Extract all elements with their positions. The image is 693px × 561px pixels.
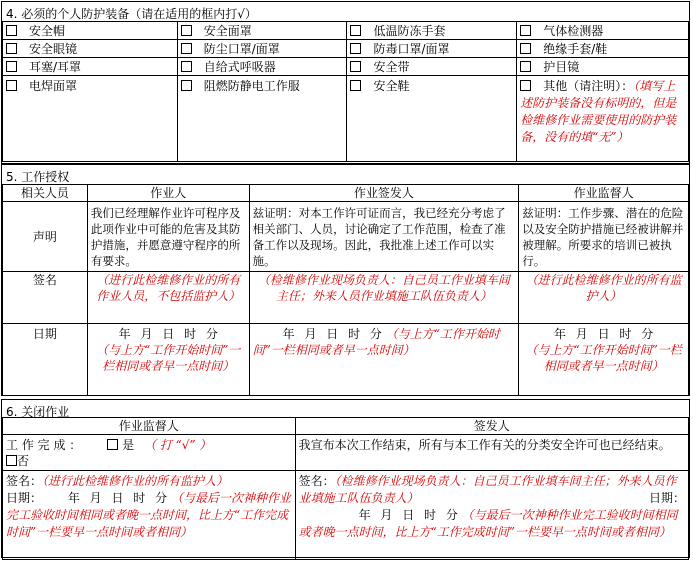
checkbox-icon[interactable] (350, 80, 361, 91)
close-table (2, 417, 689, 560)
no-label: 否 (17, 454, 30, 468)
worker-sign-note[interactable]: （进行此检维修作业的所有作业人员，不包括监护人） (87, 272, 249, 324)
ppe-label: 其他（请注明）： (543, 79, 634, 93)
checkbox-icon[interactable] (181, 61, 192, 72)
supervisor-date-cell[interactable] (519, 324, 689, 396)
checkbox-icon[interactable] (520, 80, 531, 91)
check-note: （ 打 “√” ） (143, 438, 212, 452)
authorization-header-row (3, 185, 689, 202)
close-date-label: 日期： (6, 491, 43, 505)
checkbox-icon[interactable] (520, 43, 531, 54)
sign-row (3, 272, 689, 324)
section-authorization (1, 164, 690, 396)
col-header-worker: 作业人 (87, 185, 249, 202)
worker-statement: 我们已经理解作业许可程序及此项作业中可能的危害及其防护措施，并愿意遵守程序的所有要求。 (87, 202, 249, 272)
ppe-label: 绝缘手套/鞋 (543, 41, 608, 56)
ppe-cell[interactable] (347, 58, 517, 76)
sign-label: 签名 (3, 272, 88, 324)
ppe-cell[interactable] (347, 76, 517, 162)
ppe-cell[interactable] (517, 22, 689, 40)
issuer-sign-note[interactable]: （检维修作业现场负责人：自己员工作业填车间主任；外来人员作业填施工队伍负责人） (249, 272, 519, 324)
issuer-date-cell[interactable] (249, 324, 519, 396)
ppe-cell[interactable] (3, 40, 178, 58)
yes-checkbox-icon[interactable] (107, 439, 118, 450)
checkbox-icon[interactable] (6, 61, 17, 72)
supervisor-date-note: （与上方“工作开始时间”一栏相同或者早一点时间） (525, 343, 682, 373)
checkbox-icon[interactable] (181, 43, 192, 54)
authorization-table (2, 184, 689, 396)
statement-label: 声明 (3, 202, 88, 272)
close-sign-row (3, 471, 689, 560)
checkbox-icon[interactable] (181, 25, 192, 36)
ppe-row (3, 58, 689, 76)
ppe-cell[interactable] (3, 58, 178, 76)
ppe-label: 阻燃防静电工作服 (203, 79, 300, 93)
issuer-date-note: （与上方“工作开始时间”一栏相同或者早一点时间） (252, 327, 500, 357)
checkbox-icon[interactable] (350, 61, 361, 72)
close-date-fields: 年 月 日 时 分 (67, 491, 168, 505)
ppe-label: 防毒口罩/面罩 (373, 41, 450, 56)
ppe-label: 防尘口罩/面罩 (203, 41, 280, 56)
ppe-label: 电焊面罩 (29, 79, 78, 93)
ppe-cell[interactable] (347, 22, 517, 40)
checkbox-icon[interactable] (520, 61, 531, 72)
ppe-cell[interactable] (517, 58, 689, 76)
section-close-work (1, 399, 690, 558)
ppe-cell-other[interactable] (517, 76, 689, 162)
statement-row (3, 202, 689, 272)
ppe-label: 安全眼镜 (29, 41, 78, 56)
worker-date-cell[interactable] (87, 324, 249, 396)
col-header-issuer: 作业签发人 (249, 185, 519, 202)
checkbox-icon[interactable] (6, 25, 17, 36)
issuer-statement: 兹证明：对本工作许可证而言，我已经充分考虑了相关部门、人员，讨论确定了工作范围，检查了准备工作以及现场。因此，我批准上述工作可以实施。 (249, 202, 519, 272)
date-row (3, 324, 689, 396)
section-ppe (1, 1, 690, 164)
col-header-people: 相关人员 (3, 185, 88, 202)
section-ppe-title: 4. 必须的个人防护装备（请在适用的框内打√） (6, 7, 257, 21)
ppe-label: 安全面罩 (203, 23, 252, 38)
supervisor-date-fields: 年 月 日 时 分 (553, 327, 654, 341)
supervisor-sign-note[interactable]: （进行此检维修作业的所有监护人） (519, 272, 689, 324)
issuer-close-date-fields: 年 月 日 时 分 (358, 508, 458, 522)
issuer-date-fields: 年 月 日 时 分 (282, 327, 382, 341)
close-header-row (3, 418, 689, 435)
ppe-cell[interactable] (3, 76, 178, 162)
ppe-label: 安全帽 (29, 23, 66, 38)
close-date-note: （与最后一次神种作业完工验收时间相同或者晚一点时间，比上方“工作完成时间”一栏要早一点时间或者相同） (6, 491, 291, 539)
ppe-cell[interactable] (177, 76, 347, 162)
ppe-label: 低温防冻手套 (373, 23, 446, 38)
close-header-issuer: 签发人 (295, 418, 688, 435)
checkbox-icon[interactable] (181, 80, 192, 91)
ppe-label: 气体检测器 (543, 23, 604, 38)
ppe-row (3, 40, 689, 58)
close-sign-label: 签名： (6, 474, 43, 488)
worker-date-note: （与上方“工作开始时间”一栏相同或者早一点时间） (96, 343, 241, 373)
ppe-label: 护目镜 (543, 59, 580, 74)
ppe-cell[interactable] (177, 22, 347, 40)
section-close-title: 6. 关闭作业 (6, 405, 70, 419)
close-status-row (3, 435, 689, 471)
ppe-label: 耳塞/耳罩 (29, 59, 82, 74)
date-label: 日期 (3, 324, 88, 396)
issuer-close-date-note: （与最后一次神种作业完工验收时间相同或者晚一点时间，比上方“工作完成时间”一栏要早一点时间或者相同） (298, 508, 678, 539)
work-complete-cell (3, 435, 296, 471)
section-authorization-title: 5. 工作授权 (6, 170, 70, 184)
permit-form-page (1, 1, 692, 559)
ppe-label: 安全带 (373, 59, 410, 74)
close-issuer-cell[interactable] (295, 471, 688, 560)
work-complete-label: 工 作 完 成 ： (6, 438, 82, 452)
ppe-cell[interactable] (3, 22, 178, 40)
ppe-cell[interactable] (177, 58, 347, 76)
issuer-sign-label: 签名： (298, 474, 335, 488)
ppe-label: 自给式呼吸器 (203, 59, 276, 74)
issuer-declare: 我宣布本次工作结束，所有与本工作有关的分类安全许可也已经结束。 (295, 435, 688, 471)
other-ppe-note: （填写上述防护装备没有标明的，但是检维修作业需要使用的防护装备，没有的填“无”） (520, 79, 677, 144)
worker-date-fields: 年 月 日 时 分 (118, 327, 218, 341)
ppe-cell[interactable] (347, 40, 517, 58)
close-header-supervisor: 作业监督人 (3, 418, 296, 435)
col-header-supervisor: 作业监督人 (519, 185, 689, 202)
checkbox-icon[interactable] (350, 43, 361, 54)
ppe-label: 安全鞋 (373, 79, 410, 93)
close-supervisor-cell[interactable] (3, 471, 296, 560)
checkbox-icon[interactable] (6, 43, 17, 54)
checkbox-icon[interactable] (520, 25, 531, 36)
supervisor-statement: 兹证明：工作步骤、潜在的危险以及安全防护措施已经被讲解并被理解。所要求的培训已被执行。 (519, 202, 689, 272)
ppe-table (2, 21, 689, 162)
close-sign-note: （进行此检维修作业的所有监护人） (42, 474, 229, 488)
yes-label: 是 (122, 438, 135, 452)
ppe-row (3, 22, 689, 40)
ppe-row (3, 76, 689, 162)
issuer-close-sign-note: （检维修作业现场负责人：自己员工作业填车间主任；外来人员作业填施工队伍负责人） (298, 474, 677, 505)
no-checkbox-icon[interactable] (6, 455, 17, 466)
checkbox-icon[interactable] (350, 25, 361, 36)
ppe-cell[interactable] (517, 40, 689, 58)
checkbox-icon[interactable] (6, 80, 17, 91)
issuer-date-label: 日期： (648, 491, 685, 505)
ppe-cell[interactable] (177, 40, 347, 58)
